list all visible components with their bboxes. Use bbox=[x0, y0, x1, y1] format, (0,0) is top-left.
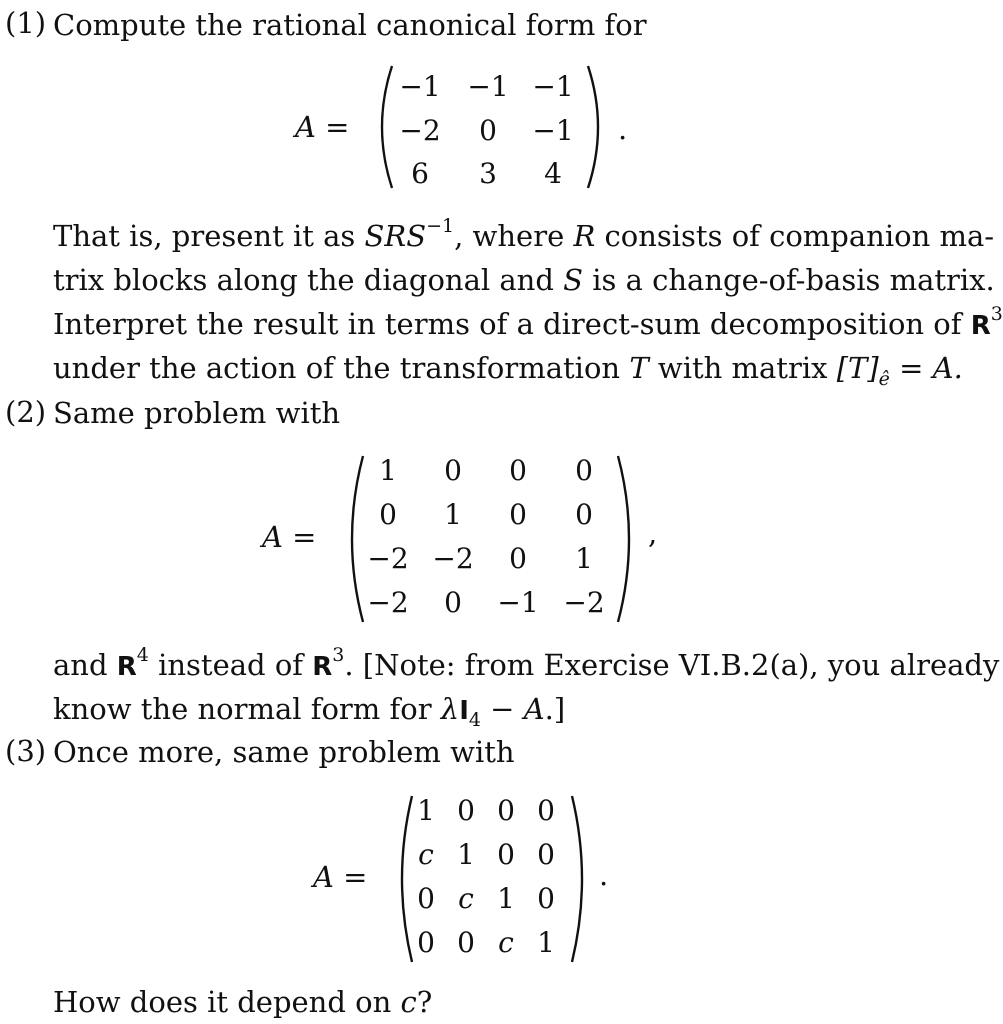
var-S: S bbox=[364, 219, 385, 253]
matrix-cell: 1 bbox=[575, 542, 593, 575]
bracket-T: [T] bbox=[836, 351, 879, 385]
text: instead of bbox=[148, 648, 313, 682]
matrix-cell: 1 bbox=[417, 794, 435, 827]
problem-2-number: (2) bbox=[5, 395, 47, 429]
matrix-cell: −2 bbox=[367, 586, 409, 619]
right-parenthesis bbox=[612, 452, 644, 626]
matrix-cell: 0 bbox=[509, 542, 527, 575]
matrix-tail: , bbox=[648, 516, 658, 550]
matrix-cell: c bbox=[418, 838, 434, 871]
problem-3-number: (3) bbox=[5, 734, 47, 768]
matrix-cell: 0 bbox=[537, 838, 555, 871]
text: Interpret the result in terms of a direct-sum decomposition of bbox=[53, 307, 971, 341]
blackboard-I: I bbox=[459, 696, 469, 726]
right-parenthesis bbox=[582, 62, 612, 192]
superscript: −1 bbox=[426, 215, 455, 238]
blackboard-R: R bbox=[312, 652, 333, 682]
matrix-lhs: A = bbox=[262, 520, 317, 554]
matrix-cell: −1 bbox=[532, 114, 574, 147]
matrix-cell: 3 bbox=[479, 157, 497, 190]
var-T: T bbox=[629, 351, 649, 385]
matrix-cell: 0 bbox=[537, 882, 555, 915]
problem-3-intro: Once more, same problem with bbox=[53, 735, 515, 769]
left-parenthesis bbox=[388, 792, 418, 966]
text: .] bbox=[544, 692, 566, 726]
blackboard-R: R bbox=[116, 652, 137, 682]
matrix-cell: 1 bbox=[457, 838, 475, 871]
matrix-cell: 0 bbox=[457, 794, 475, 827]
blackboard-R: R bbox=[970, 311, 991, 341]
text: trix blocks along the diagonal and bbox=[53, 263, 564, 297]
problem-2-matrix-equation bbox=[0, 452, 990, 626]
matrix-cell: 0 bbox=[575, 498, 593, 531]
matrix-cell: 0 bbox=[417, 926, 435, 959]
matrix-cell: 0 bbox=[575, 454, 593, 487]
matrix-tail: . bbox=[599, 858, 609, 892]
problem-2-text-line-1 bbox=[53, 643, 999, 689]
text: , where bbox=[454, 219, 574, 253]
problem-1-number: (1) bbox=[5, 6, 47, 40]
var-R: R bbox=[384, 219, 407, 253]
problem-1-text-line-3 bbox=[53, 302, 1003, 348]
matrix-cell: 0 bbox=[444, 586, 462, 619]
var-S: S bbox=[406, 219, 427, 253]
problem-1-text-line-4 bbox=[53, 346, 963, 390]
problem-1-intro: Compute the rational canonical form for bbox=[53, 8, 647, 42]
subscript: 4 bbox=[468, 708, 481, 731]
matrix-tail: . bbox=[618, 112, 628, 146]
text: know the normal form for bbox=[53, 692, 441, 726]
matrix-cell: −2 bbox=[367, 542, 409, 575]
text: ? bbox=[416, 985, 433, 1019]
matrix-cell: 0 bbox=[479, 114, 497, 147]
matrix-cell: 0 bbox=[497, 838, 515, 871]
matrix-cell: −2 bbox=[399, 114, 441, 147]
text: with matrix bbox=[648, 351, 837, 385]
var-A: A bbox=[523, 692, 545, 726]
var-R: R bbox=[573, 219, 596, 253]
matrix-cell: −1 bbox=[399, 70, 441, 103]
var-c: c bbox=[400, 985, 417, 1019]
text: = A. bbox=[889, 351, 963, 385]
matrix-cell: −2 bbox=[563, 586, 605, 619]
matrix-cell: 1 bbox=[497, 882, 515, 915]
matrix-cell: −1 bbox=[532, 70, 574, 103]
text: consists of companion ma- bbox=[595, 219, 995, 253]
matrix-cell: 0 bbox=[509, 498, 527, 531]
superscript: 3 bbox=[332, 644, 345, 667]
matrix-cell: 1 bbox=[444, 498, 462, 531]
text: is a change-of-basis matrix. bbox=[583, 263, 995, 297]
matrix-cell: 0 bbox=[497, 794, 515, 827]
var-S: S bbox=[563, 263, 584, 297]
matrix-cell: c bbox=[498, 926, 514, 959]
matrix-cell: 0 bbox=[444, 454, 462, 487]
matrix-lhs: A = bbox=[295, 110, 350, 144]
matrix-cell: 1 bbox=[379, 454, 397, 487]
text: How does it depend on bbox=[53, 985, 401, 1019]
problem-3-text-line-1 bbox=[53, 980, 432, 1024]
problem-1-text-line-2 bbox=[53, 258, 995, 302]
matrix-cell: 0 bbox=[509, 454, 527, 487]
right-parenthesis bbox=[566, 792, 596, 966]
problem-2-intro: Same problem with bbox=[53, 396, 341, 430]
matrix-cell: −1 bbox=[467, 70, 509, 103]
left-parenthesis bbox=[368, 62, 398, 192]
left-parenthesis bbox=[337, 452, 369, 626]
problem-2-text-line-2 bbox=[53, 687, 565, 733]
text: under the action of the transformation bbox=[53, 351, 630, 385]
matrix-cell: 0 bbox=[457, 926, 475, 959]
text: − bbox=[480, 692, 524, 726]
text: That is, present it as bbox=[53, 219, 365, 253]
superscript: 3 bbox=[990, 303, 1003, 326]
superscript: 4 bbox=[136, 644, 149, 667]
matrix-cell: −2 bbox=[432, 542, 474, 575]
matrix-lhs: A = bbox=[313, 860, 368, 894]
problem-1-matrix-equation bbox=[0, 62, 990, 192]
matrix-cell: −1 bbox=[497, 586, 539, 619]
matrix-cell: 0 bbox=[379, 498, 397, 531]
text: and bbox=[53, 648, 117, 682]
subscript: ê bbox=[878, 367, 890, 390]
problem-1-text-line-1 bbox=[53, 214, 994, 258]
matrix-cell: c bbox=[458, 882, 474, 915]
problem-3-matrix-equation bbox=[0, 792, 990, 966]
matrix-cell: 6 bbox=[411, 157, 429, 190]
matrix-cell: 0 bbox=[417, 882, 435, 915]
var-lambda: λ bbox=[440, 692, 460, 726]
text: . [Note: from Exercise VI.B.2(a), you already bbox=[344, 648, 1000, 682]
matrix-cell: 4 bbox=[544, 157, 562, 190]
matrix-cell: 1 bbox=[537, 926, 555, 959]
matrix-cell: 0 bbox=[537, 794, 555, 827]
